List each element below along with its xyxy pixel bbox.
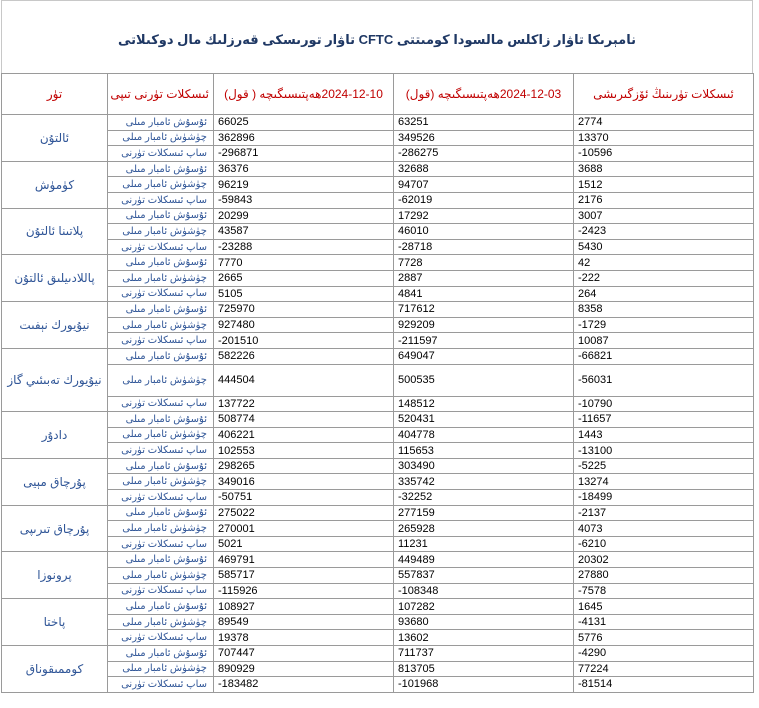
date2-value-cell: 94707 [394, 177, 574, 193]
table-row [2, 552, 754, 568]
date1-value-cell: -115926 [214, 583, 394, 599]
region-cell: دادۇر [2, 412, 108, 459]
change-value-cell: -6210 [574, 536, 754, 552]
category-cell: چۈشۈش ئامبار مىلى [108, 317, 214, 333]
change-value-cell: 3688 [574, 161, 754, 177]
date2-value-cell: 7728 [394, 255, 574, 271]
header-change: ئىسكلات تۈرىنىڭ ئۆزگىرىشى [574, 74, 754, 115]
change-value-cell: -13100 [574, 443, 754, 459]
date1-value-cell: 102553 [214, 443, 394, 459]
table-row [2, 177, 754, 193]
change-value-cell: -4290 [574, 646, 754, 662]
date1-value-cell: 275022 [214, 505, 394, 521]
category-cell: چۈشۈش ئامبار مىلى [108, 130, 214, 146]
table-row [2, 364, 754, 396]
region-cell: نيۇيورك تەبىئىي گاز [2, 348, 108, 411]
region-cell: پرونوزا [2, 552, 108, 599]
table-row [2, 583, 754, 599]
category-cell: چۈشۈش ئامبار مىلى [108, 568, 214, 584]
table-row [2, 536, 754, 552]
region-cell: نيۇيورك نېفىت [2, 302, 108, 349]
category-cell: ئۇسۇش ئامبار مىلى [108, 505, 214, 521]
date1-value-cell: -50751 [214, 490, 394, 506]
table-row [2, 208, 754, 224]
category-cell: ساپ ئىسكلات تۈرنى [108, 630, 214, 646]
date2-value-cell: 17292 [394, 208, 574, 224]
table-row [2, 630, 754, 646]
date1-value-cell: 362896 [214, 130, 394, 146]
category-cell: ساپ ئىسكلات تۈرنى [108, 490, 214, 506]
change-value-cell: 20302 [574, 552, 754, 568]
change-value-cell: 1645 [574, 599, 754, 615]
table-row [2, 239, 754, 255]
date1-value-cell: 927480 [214, 317, 394, 333]
change-value-cell: 264 [574, 286, 754, 302]
date1-value-cell: -183482 [214, 677, 394, 693]
date1-value-cell: -296871 [214, 146, 394, 162]
date1-value-cell: 20299 [214, 208, 394, 224]
table-row [2, 458, 754, 474]
change-value-cell: -10596 [574, 146, 754, 162]
change-value-cell: -56031 [574, 364, 754, 396]
table-row [2, 521, 754, 537]
category-cell: ئۇسۇش ئامبار مىلى [108, 208, 214, 224]
date2-value-cell: 335742 [394, 474, 574, 490]
table-row [2, 130, 754, 146]
change-value-cell: -1729 [574, 317, 754, 333]
date2-value-cell: 349526 [394, 130, 574, 146]
category-cell: ئۇسۇش ئامبار مىلى [108, 255, 214, 271]
category-cell: ئۇسۇش ئامبار مىلى [108, 599, 214, 615]
table-row [2, 568, 754, 584]
region-cell: پۇرچاق تىرىپى [2, 505, 108, 552]
table-row [2, 192, 754, 208]
region-cell: پۇرچاق مېيى [2, 458, 108, 505]
date1-value-cell: 406221 [214, 427, 394, 443]
table-row [2, 614, 754, 630]
date1-value-cell: 582226 [214, 348, 394, 364]
region-cell: پاختا [2, 599, 108, 646]
title-area [1, 0, 753, 73]
table-row [2, 115, 754, 131]
category-cell: ئۇسۇش ئامبار مىلى [108, 302, 214, 318]
date2-value-cell: -28718 [394, 239, 574, 255]
header-date1: 2024-12-10ھەپتىسىگىچە ( قول) [214, 74, 394, 115]
date2-value-cell: -62019 [394, 192, 574, 208]
category-cell: ئۇسۇش ئامبار مىلى [108, 348, 214, 364]
table-body [2, 115, 754, 693]
date2-value-cell: 148512 [394, 396, 574, 412]
date2-value-cell: 649047 [394, 348, 574, 364]
change-value-cell: -11657 [574, 412, 754, 428]
category-cell: ئۇسۇش ئامبار مىلى [108, 161, 214, 177]
header-region: تۈر [2, 74, 108, 115]
date1-value-cell: 96219 [214, 177, 394, 193]
date2-value-cell: 929209 [394, 317, 574, 333]
category-cell: چۈشۈش ئامبار مىلى [108, 177, 214, 193]
category-cell: ساپ ئىسكلات تۈرنى [108, 583, 214, 599]
date1-value-cell: 508774 [214, 412, 394, 428]
date1-value-cell: 108927 [214, 599, 394, 615]
change-value-cell: -2423 [574, 224, 754, 240]
date2-value-cell: 717612 [394, 302, 574, 318]
date2-value-cell: 404778 [394, 427, 574, 443]
date2-value-cell: 13602 [394, 630, 574, 646]
change-value-cell: 5776 [574, 630, 754, 646]
date1-value-cell: 36376 [214, 161, 394, 177]
table-row [2, 255, 754, 271]
table-row [2, 505, 754, 521]
category-cell: ساپ ئىسكلات تۈرنى [108, 146, 214, 162]
change-value-cell: -2137 [574, 505, 754, 521]
header-category: ئىسكلات تۈرنى تىپى [108, 74, 214, 115]
change-value-cell: 1443 [574, 427, 754, 443]
cot-report-table [1, 73, 754, 693]
date1-value-cell: -201510 [214, 333, 394, 349]
region-cell: كوممىقوناق [2, 646, 108, 693]
table-row [2, 161, 754, 177]
category-cell: چۈشۈش ئامبار مىلى [108, 614, 214, 630]
change-value-cell: -7578 [574, 583, 754, 599]
category-cell: ئۇسۇش ئامبار مىلى [108, 646, 214, 662]
table-row [2, 677, 754, 693]
date2-value-cell: 115653 [394, 443, 574, 459]
table-row [2, 474, 754, 490]
table-row [2, 412, 754, 428]
date2-value-cell: 32688 [394, 161, 574, 177]
date1-value-cell: 725970 [214, 302, 394, 318]
date2-value-cell: 107282 [394, 599, 574, 615]
category-cell: ساپ ئىسكلات تۈرنى [108, 192, 214, 208]
date2-value-cell: 2887 [394, 270, 574, 286]
date2-value-cell: 46010 [394, 224, 574, 240]
change-value-cell: -222 [574, 270, 754, 286]
change-value-cell: -66821 [574, 348, 754, 364]
date2-value-cell: 63251 [394, 115, 574, 131]
table-row [2, 286, 754, 302]
date2-value-cell: 4841 [394, 286, 574, 302]
table-row [2, 317, 754, 333]
date1-value-cell: -59843 [214, 192, 394, 208]
date1-value-cell: 137722 [214, 396, 394, 412]
date1-value-cell: 270001 [214, 521, 394, 537]
change-value-cell: -18499 [574, 490, 754, 506]
date1-value-cell: 2665 [214, 270, 394, 286]
table-row [2, 396, 754, 412]
category-cell: چۈشۈش ئامبار مىلى [108, 474, 214, 490]
table-row [2, 661, 754, 677]
table-row [2, 146, 754, 162]
date1-value-cell: 66025 [214, 115, 394, 131]
date2-value-cell: 813705 [394, 661, 574, 677]
category-cell: ئۇسۇش ئامبار مىلى [108, 458, 214, 474]
change-value-cell: 42 [574, 255, 754, 271]
date1-value-cell: 890929 [214, 661, 394, 677]
date1-value-cell: 19378 [214, 630, 394, 646]
category-cell: ئۇسۇش ئامبار مىلى [108, 412, 214, 428]
change-value-cell: -81514 [574, 677, 754, 693]
region-cell: پلاتىنا ئالتۇن [2, 208, 108, 255]
region-cell: ئالتۇن [2, 115, 108, 162]
change-value-cell: -10790 [574, 396, 754, 412]
category-cell: چۈشۈش ئامبار مىلى [108, 661, 214, 677]
date2-value-cell: -211597 [394, 333, 574, 349]
header-row [2, 74, 754, 115]
change-value-cell: 5430 [574, 239, 754, 255]
category-cell: ساپ ئىسكلات تۈرنى [108, 239, 214, 255]
change-value-cell: -4131 [574, 614, 754, 630]
category-cell: چۈشۈش ئامبار مىلى [108, 224, 214, 240]
table-row [2, 333, 754, 349]
table-row [2, 427, 754, 443]
change-value-cell: 27880 [574, 568, 754, 584]
change-value-cell: 3007 [574, 208, 754, 224]
table-row [2, 224, 754, 240]
date1-value-cell: 585717 [214, 568, 394, 584]
date2-value-cell: -108348 [394, 583, 574, 599]
date2-value-cell: 449489 [394, 552, 574, 568]
region-cell: كۈمۈش [2, 161, 108, 208]
date2-value-cell: 303490 [394, 458, 574, 474]
change-value-cell: 77224 [574, 661, 754, 677]
category-cell: چۈشۈش ئامبار مىلى [108, 521, 214, 537]
category-cell: ئۇسۇش ئامبار مىلى [108, 115, 214, 131]
date2-value-cell: 500535 [394, 364, 574, 396]
change-value-cell: 13274 [574, 474, 754, 490]
date1-value-cell: 89549 [214, 614, 394, 630]
date2-value-cell: 93680 [394, 614, 574, 630]
change-value-cell: 13370 [574, 130, 754, 146]
date2-value-cell: -32252 [394, 490, 574, 506]
table-row [2, 599, 754, 615]
date2-value-cell: 711737 [394, 646, 574, 662]
date1-value-cell: 43587 [214, 224, 394, 240]
date1-value-cell: -23288 [214, 239, 394, 255]
date1-value-cell: 7770 [214, 255, 394, 271]
date1-value-cell: 5021 [214, 536, 394, 552]
date1-value-cell: 5105 [214, 286, 394, 302]
category-cell: چۈشۈش ئامبار مىلى [108, 364, 214, 396]
date1-value-cell: 349016 [214, 474, 394, 490]
category-cell: ساپ ئىسكلات تۈرنى [108, 333, 214, 349]
change-value-cell: 10087 [574, 333, 754, 349]
table-row [2, 443, 754, 459]
date2-value-cell: -286275 [394, 146, 574, 162]
date1-value-cell: 707447 [214, 646, 394, 662]
table-row [2, 270, 754, 286]
table-row [2, 490, 754, 506]
change-value-cell: 8358 [574, 302, 754, 318]
date2-value-cell: 265928 [394, 521, 574, 537]
table-row [2, 302, 754, 318]
date2-value-cell: 11231 [394, 536, 574, 552]
category-cell: ساپ ئىسكلات تۈرنى [108, 536, 214, 552]
category-cell: ئۇسۇش ئامبار مىلى [108, 552, 214, 568]
change-value-cell: -5225 [574, 458, 754, 474]
change-value-cell: 2176 [574, 192, 754, 208]
date1-value-cell: 469791 [214, 552, 394, 568]
table-row [2, 646, 754, 662]
category-cell: ساپ ئىسكلات تۈرنى [108, 286, 214, 302]
date2-value-cell: -101968 [394, 677, 574, 693]
category-cell: چۈشۈش ئامبار مىلى [108, 427, 214, 443]
date2-value-cell: 277159 [394, 505, 574, 521]
date1-value-cell: 298265 [214, 458, 394, 474]
region-cell: پاللادىيلىق ئالتۇن [2, 255, 108, 302]
category-cell: ساپ ئىسكلات تۈرنى [108, 677, 214, 693]
date1-value-cell: 444504 [214, 364, 394, 396]
date2-value-cell: 520431 [394, 412, 574, 428]
change-value-cell: 1512 [574, 177, 754, 193]
report-title: نامېرىكا تاۋار زاكلس مال‏سودا كومىتتى CFTC تاۋار تورىسكى قەرزلىك مال دوكىلاتى [118, 32, 636, 47]
change-value-cell: 4073 [574, 521, 754, 537]
table-row [2, 348, 754, 364]
category-cell: چۈشۈش ئامبار مىلى [108, 270, 214, 286]
change-value-cell: 2774 [574, 115, 754, 131]
category-cell: ساپ ئىسكلات تۈرنى [108, 443, 214, 459]
date2-value-cell: 557837 [394, 568, 574, 584]
header-date2: 2024-12-03ھەپتىسىگىچە (قول) [394, 74, 574, 115]
category-cell: ساپ ئىسكلات تۈرنى [108, 396, 214, 412]
